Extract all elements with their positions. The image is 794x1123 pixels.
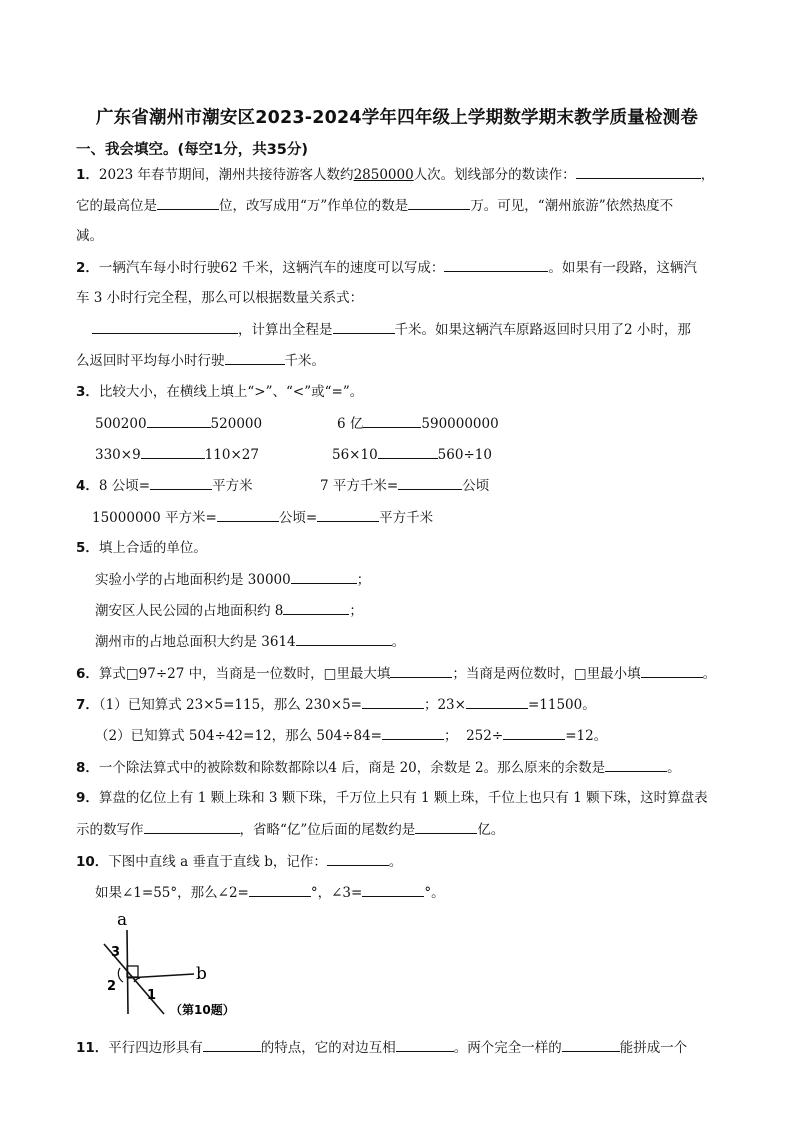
question-11: 11．平行四边形具有 的特点，它的对边互相 。两个完全一样的 能拼成一个: [76, 1037, 687, 1058]
answer-blank[interactable]: [398, 475, 462, 490]
answer-blank[interactable]: [291, 569, 357, 584]
answer-blank[interactable]: [396, 1037, 454, 1052]
page-title: 广东省潮州市潮安区2023-2024学年四年级上学期数学期末教学质量检测卷: [95, 108, 699, 128]
question-4-line-1b: 7 平方千米= 公顷: [320, 475, 489, 496]
answer-blank[interactable]: [317, 507, 379, 522]
answer-blank[interactable]: [157, 195, 219, 210]
answer-blank[interactable]: [327, 851, 389, 866]
question-9-line-2: 示的数写作 ，省略“亿”位后面的尾数约是 亿。: [76, 819, 504, 840]
question-number: 1．: [76, 167, 99, 183]
right-angle-mark: [127, 966, 138, 977]
answer-blank[interactable]: [217, 507, 279, 522]
answer-blank[interactable]: [362, 694, 424, 709]
question-number: 9．: [76, 790, 99, 806]
label-a: a: [117, 910, 128, 930]
underlined-number: 2850000: [353, 167, 414, 183]
question-2-line-3: ，计算出全程是 千米。如果这辆汽车原路返回时只用了2 小时，那: [92, 319, 691, 340]
question-3-row-1a: 500200 520000: [95, 413, 262, 434]
question-7-line-1: 7．（1）已知算式 23×5=115，那么 230×5= ；23× =11500。: [76, 694, 596, 715]
answer-blank[interactable]: [408, 195, 470, 210]
answer-blank[interactable]: [641, 663, 703, 678]
answer-blank[interactable]: [144, 819, 240, 834]
answer-blank[interactable]: [147, 413, 211, 428]
answer-blank[interactable]: [333, 319, 395, 334]
question-number: 11．: [76, 1040, 109, 1056]
label-b: b: [196, 964, 207, 984]
question-10-line-1: 10．下图中直线 a 垂直于直线 b，记作： 。: [76, 851, 402, 872]
question-3-line-1: 3．比较大小，在横线上填上“>”、“<”或“=”。: [76, 384, 364, 400]
answer-blank[interactable]: [296, 631, 392, 646]
question-6: 6．算式□97÷27 中，当商是一位数时，□里最大填 ；当商是两位数时，□里最小填 。: [76, 663, 716, 684]
question-3-row-1b: 6 亿 590000000: [337, 413, 499, 434]
question-1-line-2: 它的最高位是 位，改写成用“万”作单位的数是 万。可见，“潮州旅游”依然热度不: [76, 195, 673, 216]
question-2-line-2: 车 3 小时行完全程，那么可以根据数量关系式：: [76, 290, 364, 306]
question-number: 10．: [76, 854, 109, 870]
question-8: 8．一个除法算式中的被除数和除数都除以4 后，商是 20，余数是 2。那么原来的余数是 。: [76, 757, 681, 778]
question-1-line-3: 减。: [76, 228, 103, 244]
answer-blank[interactable]: [382, 725, 444, 740]
answer-blank[interactable]: [225, 350, 285, 365]
question-1-line-1: 1．2023 年春节期间，潮州共接待游客人数约2850000人次。划线部分的数读作： ，: [76, 164, 714, 185]
figure-caption: （第10题）: [170, 1003, 235, 1017]
answer-blank[interactable]: [92, 319, 238, 334]
answer-blank[interactable]: [390, 663, 452, 678]
answer-blank[interactable]: [362, 882, 424, 897]
answer-blank[interactable]: [283, 600, 349, 615]
label-angle-3: 3: [111, 945, 121, 960]
answer-blank[interactable]: [203, 1037, 261, 1052]
answer-blank[interactable]: [415, 819, 477, 834]
answer-blank[interactable]: [363, 413, 421, 428]
answer-blank[interactable]: [141, 444, 205, 459]
question-2-line-4: 么返回时平均每小时行驶 千米。: [76, 350, 325, 371]
question-4-line-1a: 4．8 公顷= 平方米: [76, 475, 253, 496]
question-2-line-1: 2．一辆汽车每小时行驶62 千米，这辆汽车的速度可以写成： 。如果有一段路，这辆汽: [76, 257, 697, 278]
question-7-line-2: （2）已知算式 504÷42=12，那么 504÷84= ； 252÷ =12。: [95, 725, 607, 746]
question-number: 7．: [76, 697, 99, 713]
question-number: 2．: [76, 260, 99, 276]
question-number: 8．: [76, 760, 99, 776]
answer-blank[interactable]: [249, 882, 311, 897]
perpendicular-lines-figure: [96, 910, 256, 1025]
answer-blank[interactable]: [503, 725, 565, 740]
question-5-line-3: 潮安区人民公园的占地面积约 8 ；: [95, 600, 363, 621]
question-number: 5．: [76, 540, 99, 556]
question-4-line-2: 15000000 平方米= 公顷= 平方千米: [92, 507, 433, 528]
question-9-line-1: 9．算盘的亿位上有 1 颗上珠和 3 颗下珠，千万位上只有 1 颗上珠，千位上也只有 1 颗下珠，这时算盘表: [76, 790, 708, 806]
question-5-line-2: 实验小学的占地面积约是 30000 ；: [95, 569, 370, 590]
label-angle-1: 1: [147, 988, 157, 1003]
question-number: 6．: [76, 666, 99, 682]
answer-blank[interactable]: [562, 1037, 620, 1052]
answer-blank[interactable]: [576, 164, 701, 179]
answer-blank[interactable]: [466, 694, 528, 709]
question-5-line-4: 潮州市的占地总面积大约是 3614 。: [95, 631, 405, 652]
question-number: 4．: [76, 478, 99, 494]
question-3-row-2a: 330×9 110×27: [95, 444, 259, 465]
answer-blank[interactable]: [150, 475, 212, 490]
angle-arc: [118, 968, 123, 982]
question-3-row-2b: 56×10 560÷10: [332, 444, 492, 465]
question-number: 3．: [76, 384, 99, 400]
answer-blank[interactable]: [605, 757, 667, 772]
label-angle-2: 2: [107, 979, 117, 994]
question-5-line-1: 5．填上合适的单位。: [76, 540, 207, 556]
question-10-line-2: 如果∠1=55°，那么∠2= °，∠3= °。: [95, 882, 445, 903]
section-heading: 一、我会填空。(每空1分，共35分): [76, 142, 309, 158]
answer-blank[interactable]: [378, 444, 438, 459]
answer-blank[interactable]: [444, 257, 548, 272]
